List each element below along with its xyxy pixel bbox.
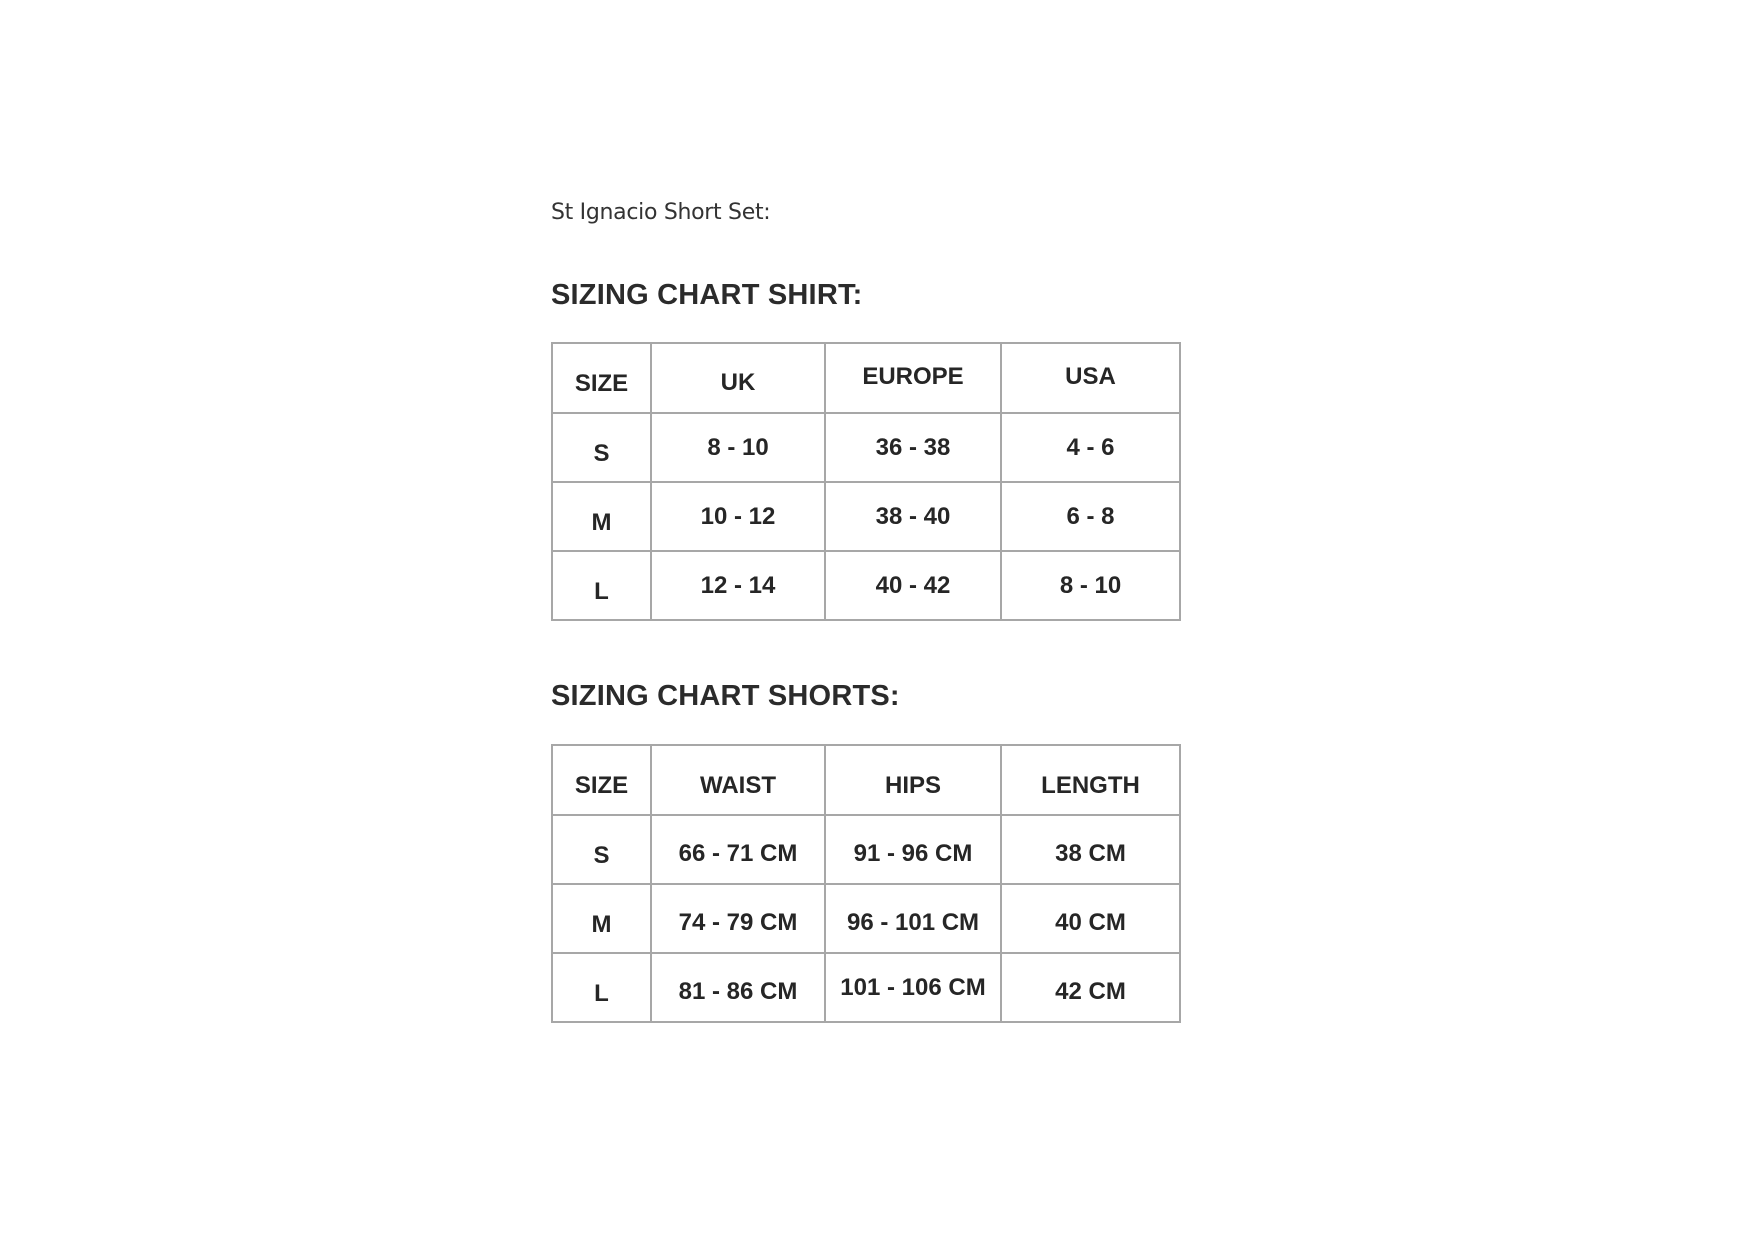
table-row xyxy=(552,953,1180,1022)
uk-cell: 12 - 14 xyxy=(651,551,825,620)
size-cell: M xyxy=(552,884,651,953)
europe-cell: 36 - 38 xyxy=(825,413,1001,482)
table-header-row xyxy=(552,343,1180,413)
product-title: St Ignacio Short Set: xyxy=(551,200,771,225)
column-header-usa: USA xyxy=(1001,343,1180,413)
table-row xyxy=(552,551,1180,620)
table-row xyxy=(552,482,1180,551)
uk-cell: 8 - 10 xyxy=(651,413,825,482)
usa-cell: 4 - 6 xyxy=(1001,413,1180,482)
size-cell: L xyxy=(552,551,651,620)
table-row xyxy=(552,815,1180,884)
length-cell: 40 CM xyxy=(1001,884,1180,953)
europe-cell: 38 - 40 xyxy=(825,482,1001,551)
column-header-waist: WAIST xyxy=(651,745,825,815)
size-cell: L xyxy=(552,953,651,1022)
column-header-uk: UK xyxy=(651,343,825,413)
shorts-chart-title: SIZING CHART SHORTS: xyxy=(551,680,900,712)
length-cell: 42 CM xyxy=(1001,953,1180,1022)
table-header-row xyxy=(552,745,1180,815)
waist-cell: 66 - 71 CM xyxy=(651,815,825,884)
length-cell: 38 CM xyxy=(1001,815,1180,884)
hips-cell: 96 - 101 CM xyxy=(825,884,1001,953)
shorts-sizing-table xyxy=(551,744,1181,1023)
waist-cell: 74 - 79 CM xyxy=(651,884,825,953)
usa-cell: 8 - 10 xyxy=(1001,551,1180,620)
column-header-hips: HIPS xyxy=(825,745,1001,815)
hips-cell: 91 - 96 CM xyxy=(825,815,1001,884)
shirt-chart-title: SIZING CHART SHIRT: xyxy=(551,279,863,311)
column-header-length: LENGTH xyxy=(1001,745,1180,815)
waist-cell: 81 - 86 CM xyxy=(651,953,825,1022)
usa-cell: 6 - 8 xyxy=(1001,482,1180,551)
table-row xyxy=(552,884,1180,953)
uk-cell: 10 - 12 xyxy=(651,482,825,551)
size-cell: M xyxy=(552,482,651,551)
column-header-size: SIZE xyxy=(552,745,651,815)
size-cell: S xyxy=(552,413,651,482)
shirt-sizing-table xyxy=(551,342,1181,621)
column-header-size: SIZE xyxy=(552,343,651,413)
table-row xyxy=(552,413,1180,482)
hips-cell: 101 - 106 CM xyxy=(825,953,1001,1022)
size-cell: S xyxy=(552,815,651,884)
europe-cell: 40 - 42 xyxy=(825,551,1001,620)
column-header-europe: EUROPE xyxy=(825,343,1001,413)
